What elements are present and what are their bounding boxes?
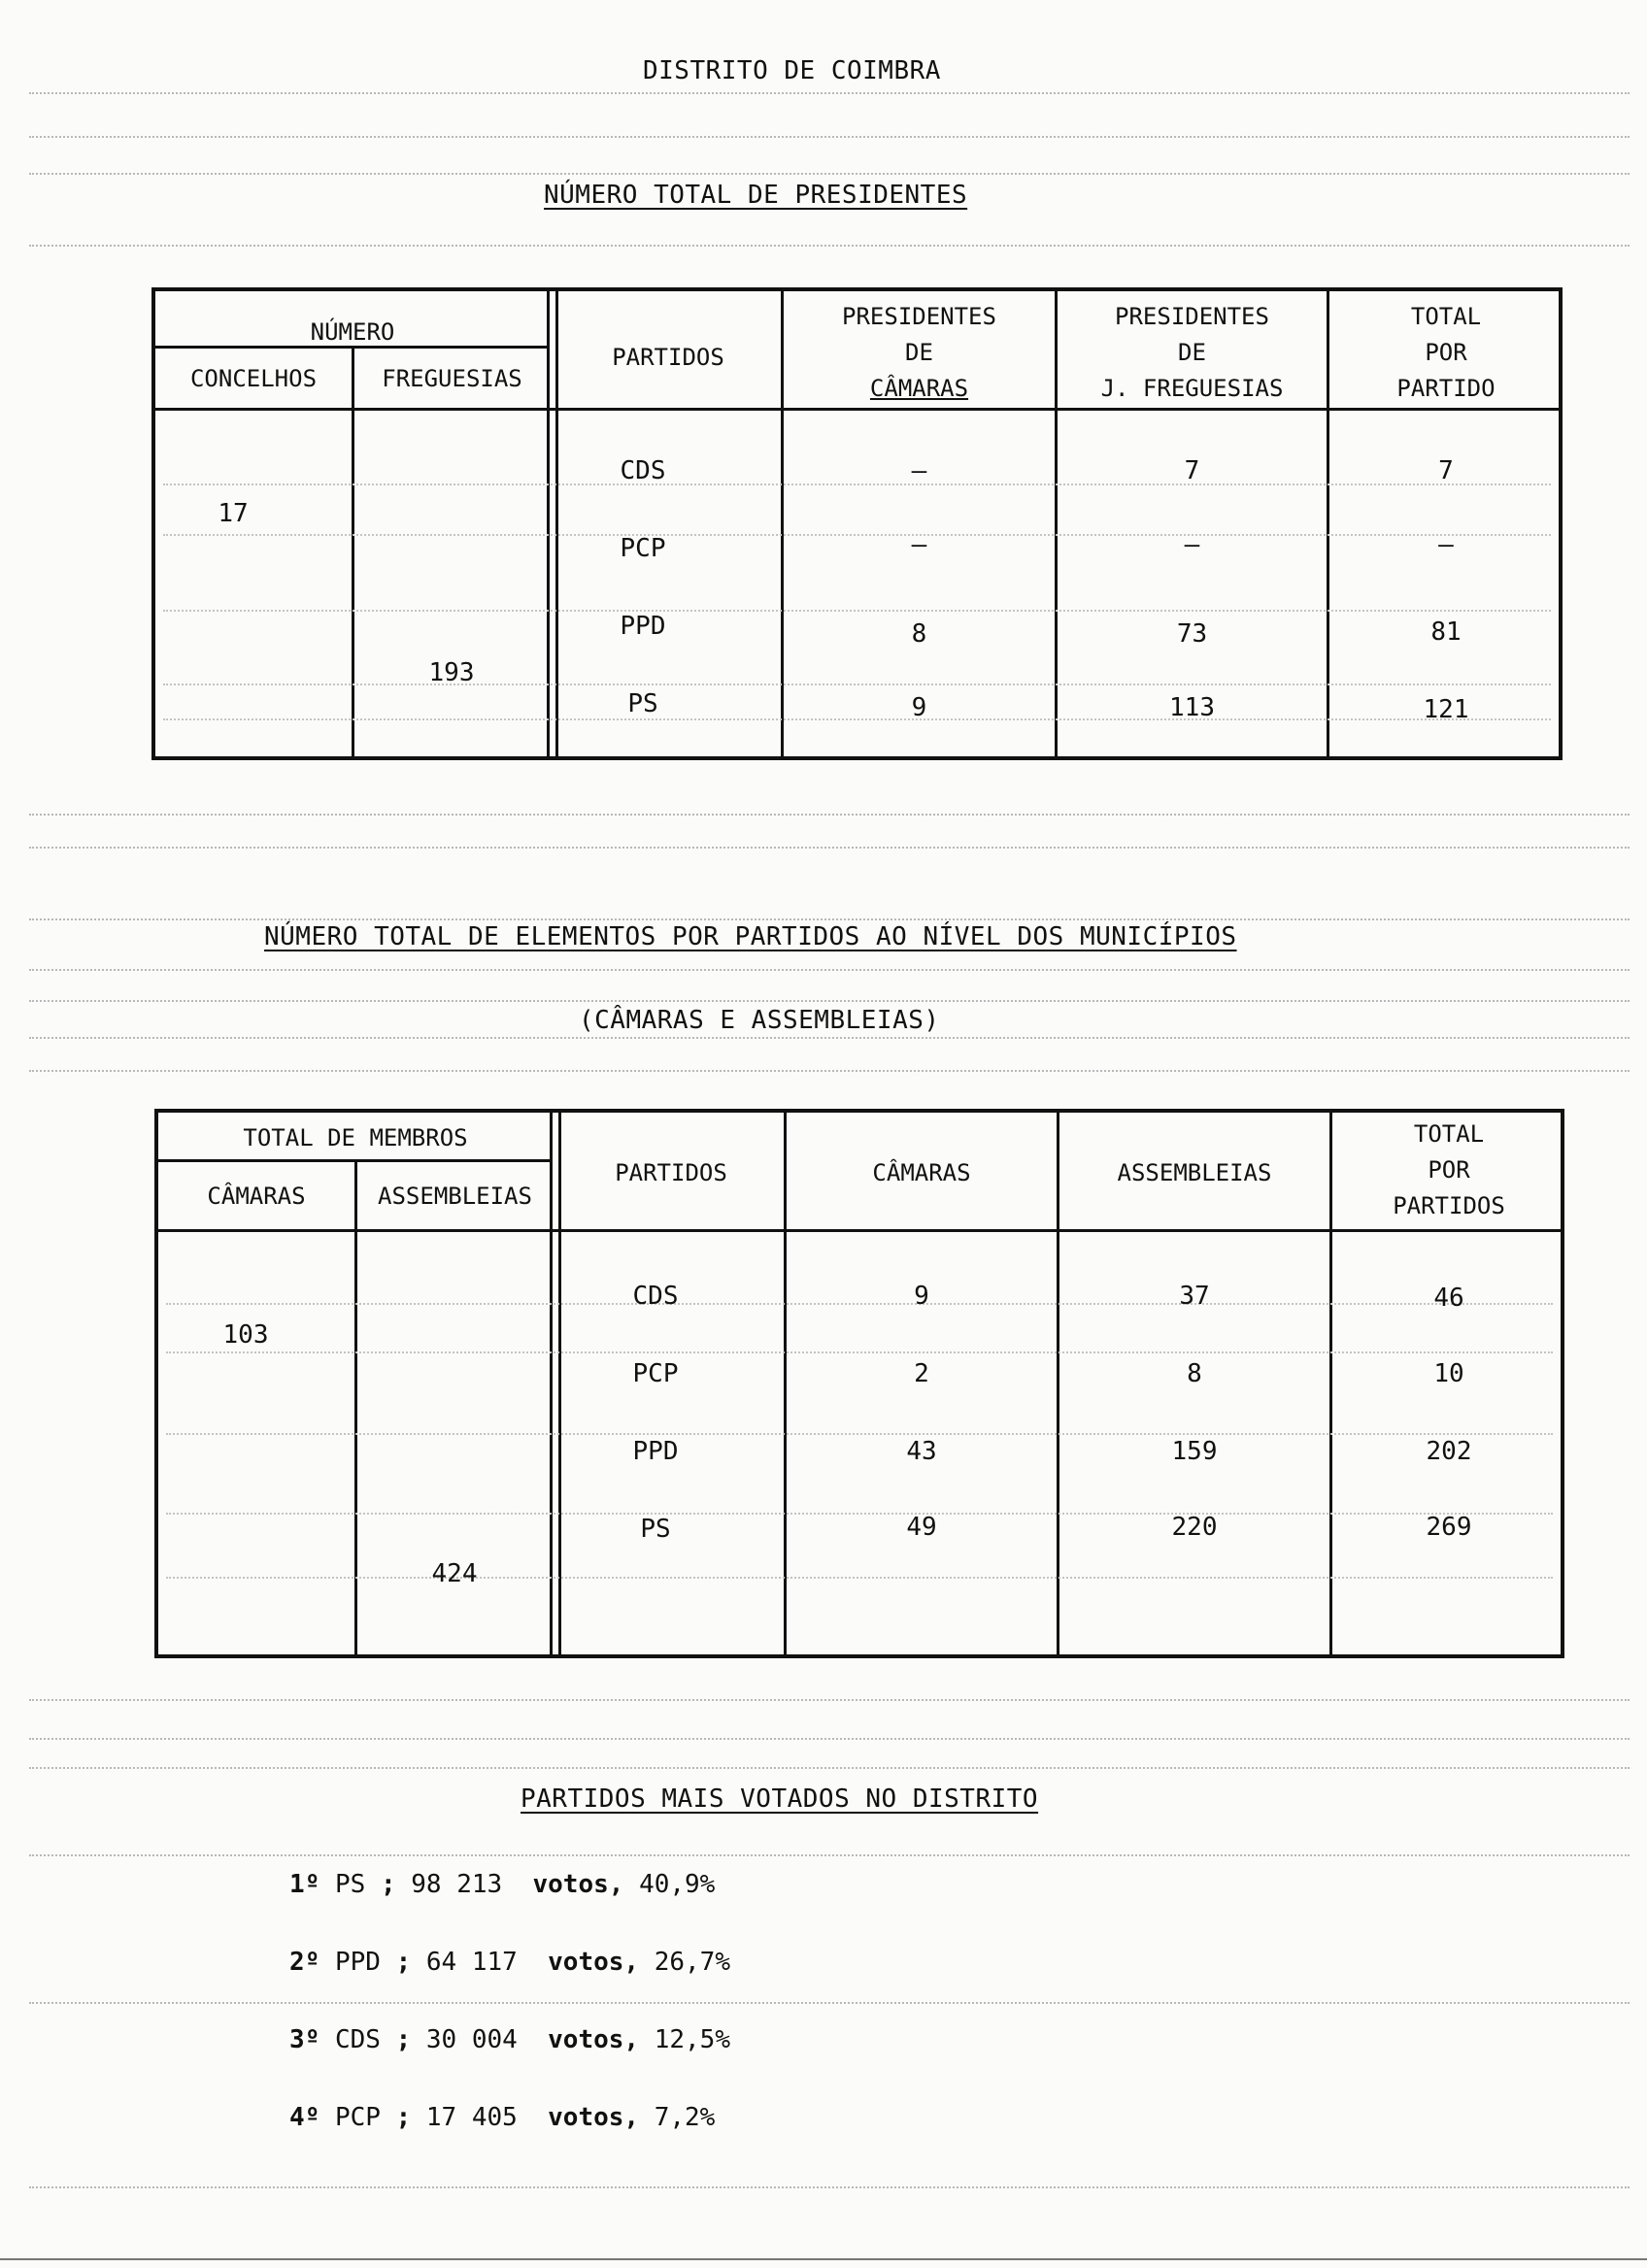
row-camaras: 9 — [914, 1282, 929, 1311]
header-line: DE — [1178, 339, 1206, 366]
row-camaras: 43 — [906, 1437, 937, 1466]
members-table — [154, 1109, 1564, 1658]
header-line: POR — [1425, 339, 1467, 366]
header-line: J. FREGUESIAS — [1100, 375, 1284, 402]
header-partidos: PARTIDOS — [612, 344, 724, 371]
members-subtitle: (CÂMARAS E ASSEMBLEIAS) — [579, 1006, 940, 1035]
rank-party: CDS — [334, 2025, 381, 2054]
header-line: DE — [905, 339, 933, 366]
row-camaras: — — [911, 530, 927, 559]
row-camaras: — — [911, 456, 927, 485]
header-partidos: PARTIDOS — [615, 1159, 727, 1186]
row-total: 81 — [1430, 617, 1462, 647]
rank-votes: 98 213 — [411, 1870, 503, 1899]
ranking-title: PARTIDOS MAIS VOTADOS NO DISTRITO — [521, 1784, 1039, 1814]
list-item: 2º PPD ; 64 117 votos, 26,7% — [289, 1948, 730, 1977]
camaras-value: 103 — [222, 1320, 269, 1350]
presidents-table — [151, 287, 1563, 760]
rank-party: PPD — [334, 1948, 381, 1977]
header-camaras: CÂMARAS — [207, 1183, 306, 1210]
row-assembleias: 220 — [1171, 1513, 1218, 1542]
header-presidentes-camaras — [784, 299, 1055, 407]
row-camaras: 8 — [911, 619, 927, 649]
row-total: 7 — [1438, 456, 1454, 485]
row-party: PPD — [632, 1437, 679, 1466]
header-line: PRESIDENTES — [1115, 303, 1269, 330]
rank-votes: 17 405 — [425, 2103, 518, 2132]
rank-pct: 26,7% — [654, 1948, 730, 1977]
row-assembleias: 37 — [1179, 1282, 1210, 1311]
rank-votes-label: votos, — [548, 2025, 640, 2054]
row-assembleias: 159 — [1171, 1437, 1218, 1466]
header-freguesias: FREGUESIAS — [382, 365, 522, 392]
district-title: DISTRITO DE COIMBRA — [643, 56, 941, 85]
row-party: PPD — [620, 612, 666, 641]
rank-votes-label: votos, — [548, 2103, 640, 2132]
rank-pct: 12,5% — [654, 2025, 730, 2054]
row-total: 46 — [1433, 1284, 1464, 1313]
row-total: 269 — [1426, 1513, 1472, 1542]
header-line: PARTIDOS — [1393, 1192, 1505, 1219]
row-total: 10 — [1433, 1359, 1464, 1388]
row-assembleias: 8 — [1187, 1359, 1202, 1388]
header-concelhos: CONCELHOS — [189, 365, 318, 392]
header-line: PARTIDO — [1396, 375, 1496, 402]
page-bottom-rule — [0, 2258, 1647, 2260]
rank-party: PS — [334, 1870, 381, 1899]
header-assembleias: ASSEMBLEIAS — [378, 1183, 532, 1210]
row-juntas: 7 — [1184, 456, 1200, 485]
assembleias-value: 424 — [431, 1559, 478, 1588]
row-party: PCP — [620, 534, 666, 563]
row-party: PS — [627, 689, 658, 718]
rank-pct: 40,9% — [639, 1870, 716, 1899]
header-line: POR — [1428, 1156, 1470, 1184]
row-camaras: 49 — [906, 1513, 937, 1542]
rank-votes: 30 004 — [425, 2025, 518, 2054]
header-assembleias-col: ASSEMBLEIAS — [1117, 1159, 1272, 1186]
list-item: 1º PS ; 98 213 votos, 40,9% — [289, 1870, 716, 1899]
presidents-title: NÚMERO TOTAL DE PRESIDENTES — [544, 181, 968, 210]
rank-number: 1º — [289, 1870, 320, 1899]
header-line: TOTAL — [1410, 303, 1482, 330]
header-total-partidos — [1332, 1117, 1565, 1224]
header-line: PRESIDENTES — [842, 303, 996, 330]
header-total-membros: TOTAL DE MEMBROS — [243, 1124, 468, 1151]
row-total: 202 — [1426, 1437, 1472, 1466]
header-line: TOTAL — [1413, 1120, 1485, 1148]
row-juntas: 73 — [1176, 619, 1208, 649]
row-party: PCP — [632, 1359, 679, 1388]
header-total-partido — [1329, 299, 1563, 407]
rank-pct: 7,2% — [654, 2103, 716, 2132]
row-camaras: 9 — [911, 693, 927, 722]
rank-votes-label: votos, — [548, 1948, 640, 1977]
row-juntas: 113 — [1169, 693, 1215, 722]
rank-votes: 64 117 — [425, 1948, 518, 1977]
row-party: CDS — [620, 456, 666, 485]
concelhos-value: 17 — [218, 499, 249, 528]
rank-party: PCP — [334, 2103, 381, 2132]
row-juntas: — — [1184, 530, 1200, 559]
rank-votes-label: votos, — [532, 1870, 624, 1899]
rank-number: 2º — [289, 1948, 320, 1977]
header-camaras-col: CÂMARAS — [872, 1159, 971, 1186]
row-total: 121 — [1423, 695, 1469, 724]
header-presidentes-juntas — [1058, 299, 1327, 407]
row-party: PS — [640, 1515, 671, 1544]
freguesias-value: 193 — [428, 658, 475, 687]
members-title: NÚMERO TOTAL DE ELEMENTOS POR PARTIDOS AO NÍVEL DOS MUNICÍPIOS — [264, 922, 1237, 951]
row-party: CDS — [632, 1282, 679, 1311]
row-total: — — [1438, 530, 1454, 559]
row-camaras: 2 — [914, 1359, 929, 1388]
rank-number: 3º — [289, 2025, 320, 2054]
header-line: CÂMARAS — [869, 375, 969, 402]
header-numero: NÚMERO — [310, 318, 395, 346]
list-item: 3º CDS ; 30 004 votos, 12,5% — [289, 2025, 730, 2054]
rank-number: 4º — [289, 2103, 320, 2132]
list-item: 4º PCP ; 17 405 votos, 7,2% — [289, 2103, 716, 2132]
